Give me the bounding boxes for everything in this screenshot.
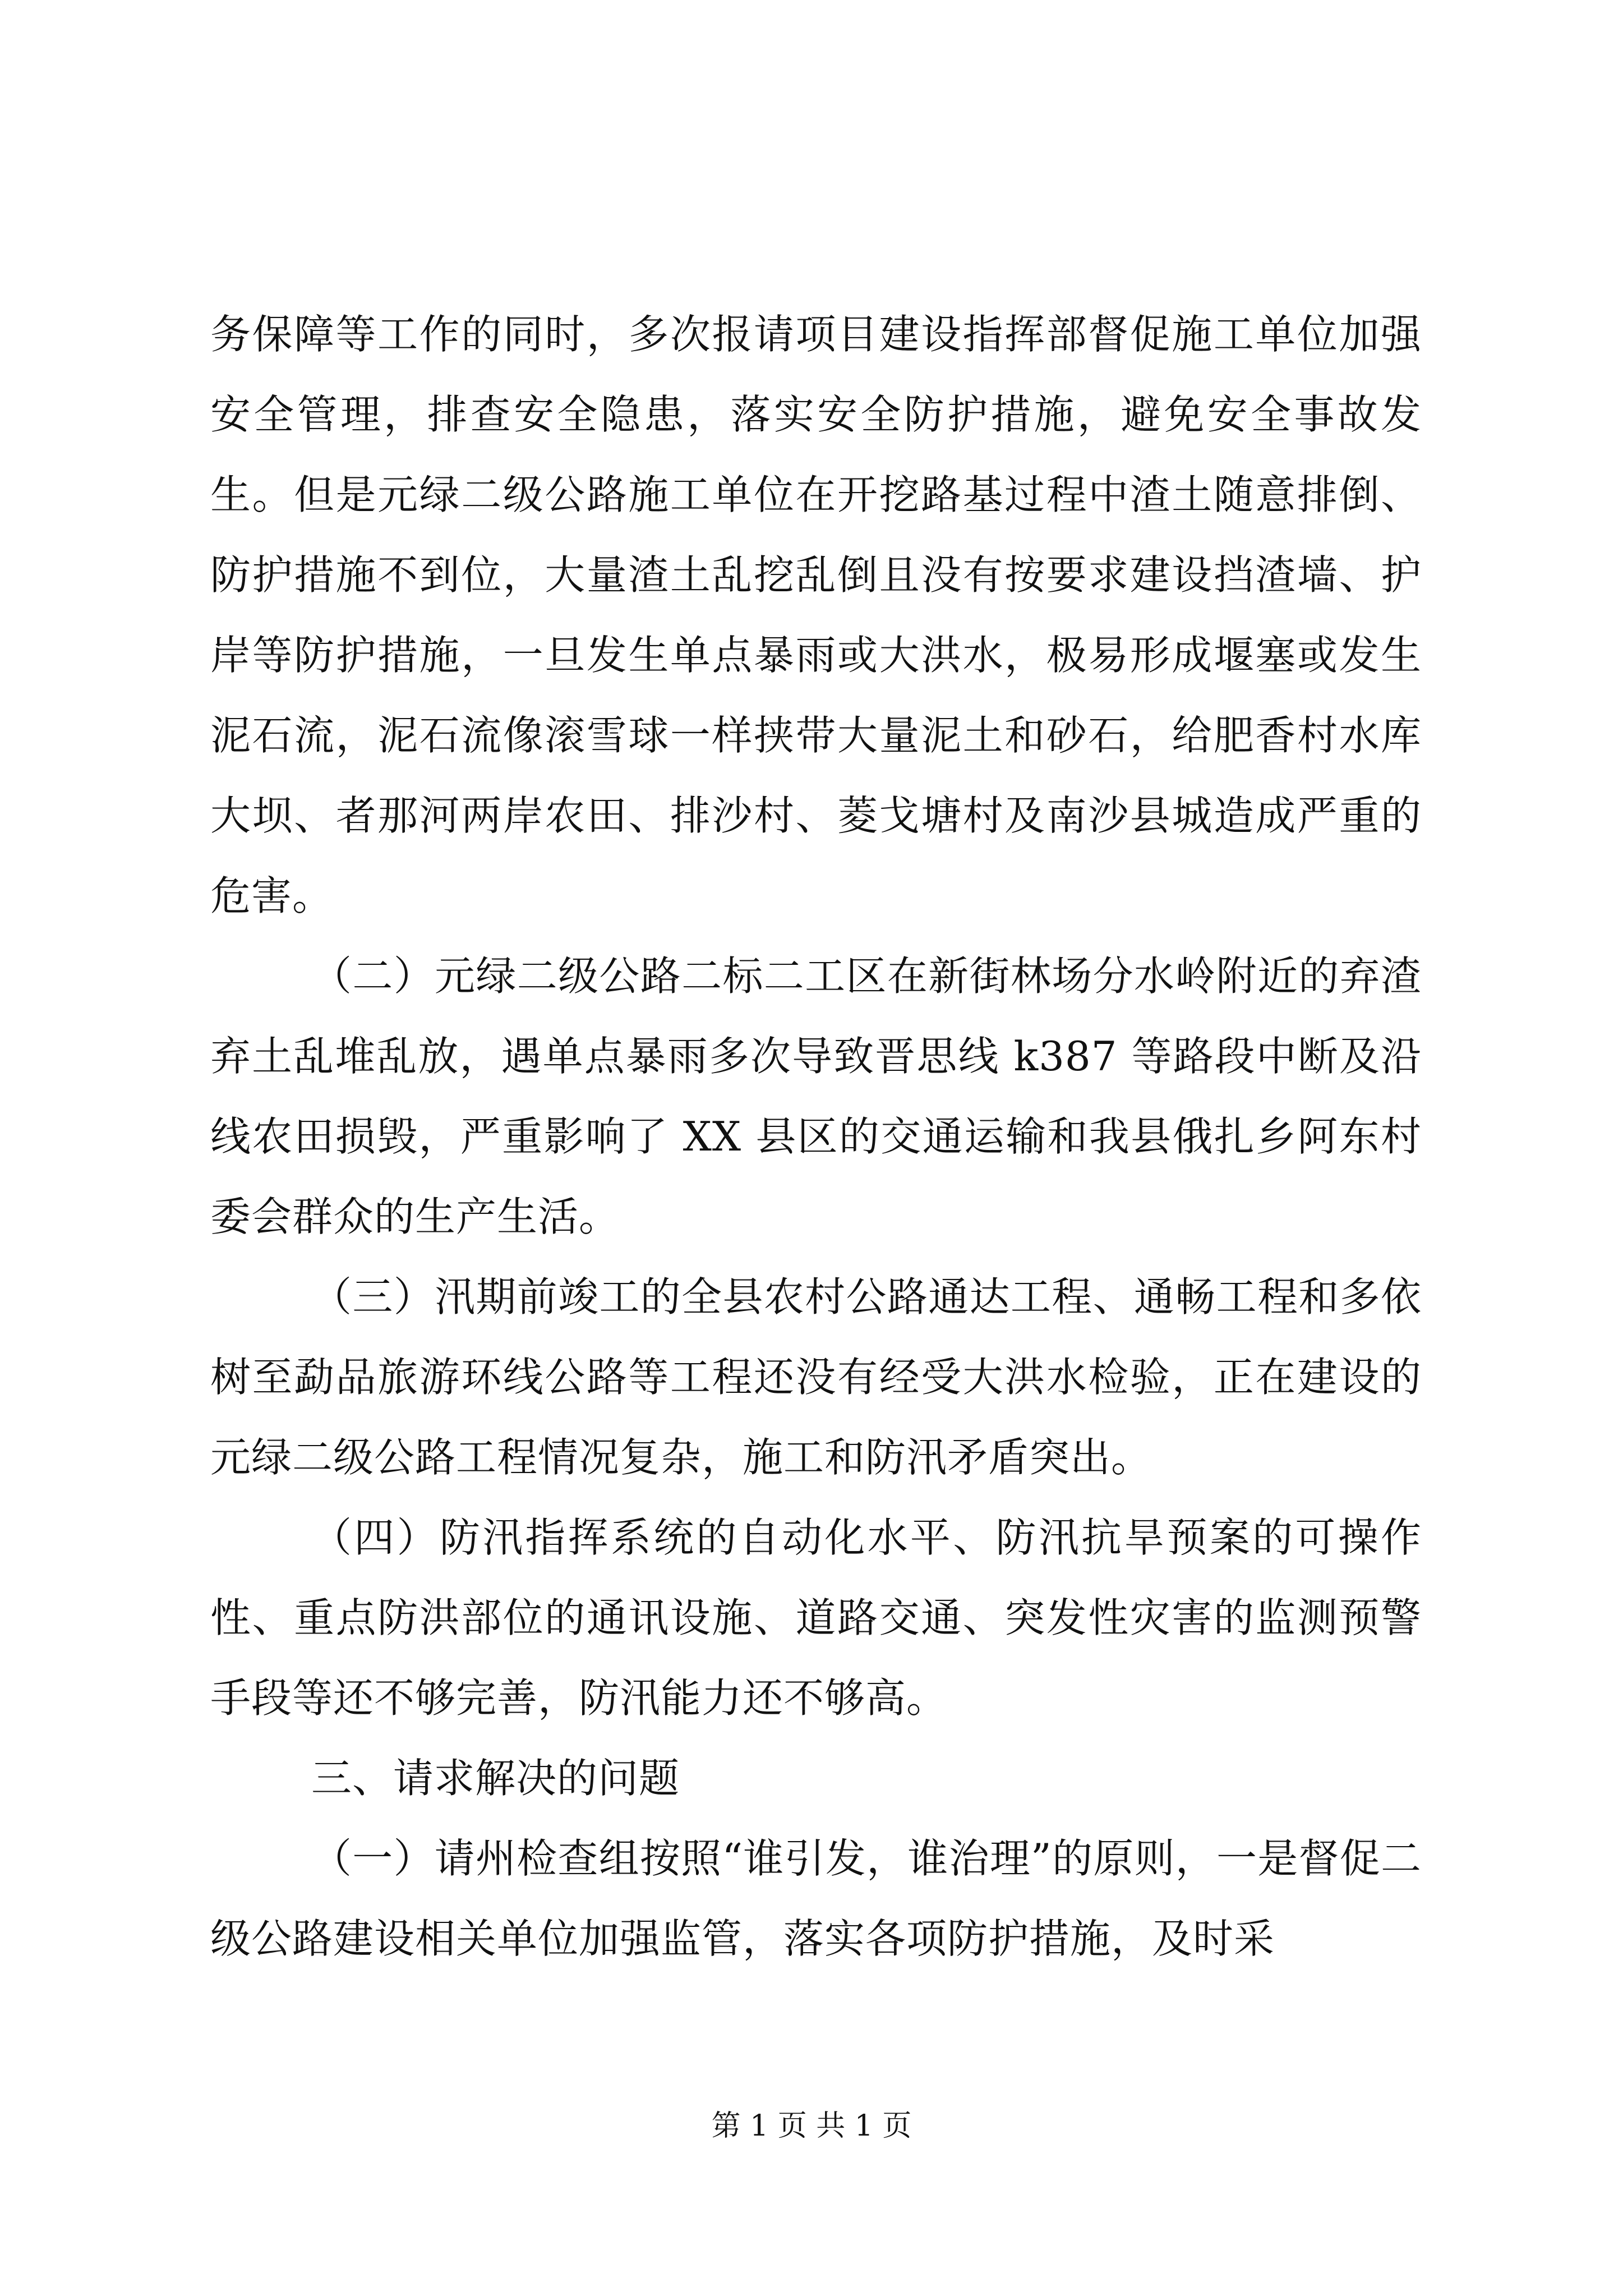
paragraph-request-1: （一）请州检查组按照“谁引发，谁治理”的原则，一是督促二级公路建设相关单位加强监管，落实各项防护措施，及时采	[210, 1835, 1422, 1962]
paragraph-item-4: （四）防汛指挥系统的自动化水平、防汛抗旱预案的可操作性、重点防洪部位的通讯设施、道路交通、突发性灾害的监测预警手段等还不够完善，防汛能力还不够高。	[210, 1514, 1422, 1722]
page-footer: 第 1 页 共 1 页	[711, 2109, 912, 2143]
document-body	[210, 295, 1422, 1979]
paragraph-item-3: （三）汛期前竣工的全县农村公路通达工程、通畅工程和多依树至勐品旅游环线公路等工程还没有经受大洪水检验，正在建设的元绿二级公路工程情况复杂，施工和防汛矛盾突出。	[210, 1273, 1422, 1481]
paragraph-continuation: 务保障等工作的同时，多次报请项目建设指挥部督促施工单位加强安全管理，排查安全隐患，落实安全防护措施，避免安全事故发生。但是元绿二级公路施工单位在开挖路基过程中渣土随意排倒、防护措施不到位，大量渣土乱挖乱倒且没有按要求建设挡渣墙、护岸等防护措施，一旦发生单点暴雨或大洪水，极易形成堰塞或发生泥石流，泥石流像滚雪球一样挟带大量泥土和砂石，给肥香村水库大坝、者那河两岸农田、排沙村、菱戈塘村及南沙县城造成严重的危害。	[210, 311, 1422, 919]
paragraph-item-2: （二）元绿二级公路二标二工区在新街林场分水岭附近的弃渣弃土乱堆乱放，遇单点暴雨多次导致晋思线 k387 等路段中断及沿线农田损毁，严重影响了 XX 县区的交通运输和我县俄扎乡阿东村委会群众的生产生活。	[210, 953, 1422, 1240]
section-heading: 三、请求解决的问题	[311, 1755, 680, 1802]
